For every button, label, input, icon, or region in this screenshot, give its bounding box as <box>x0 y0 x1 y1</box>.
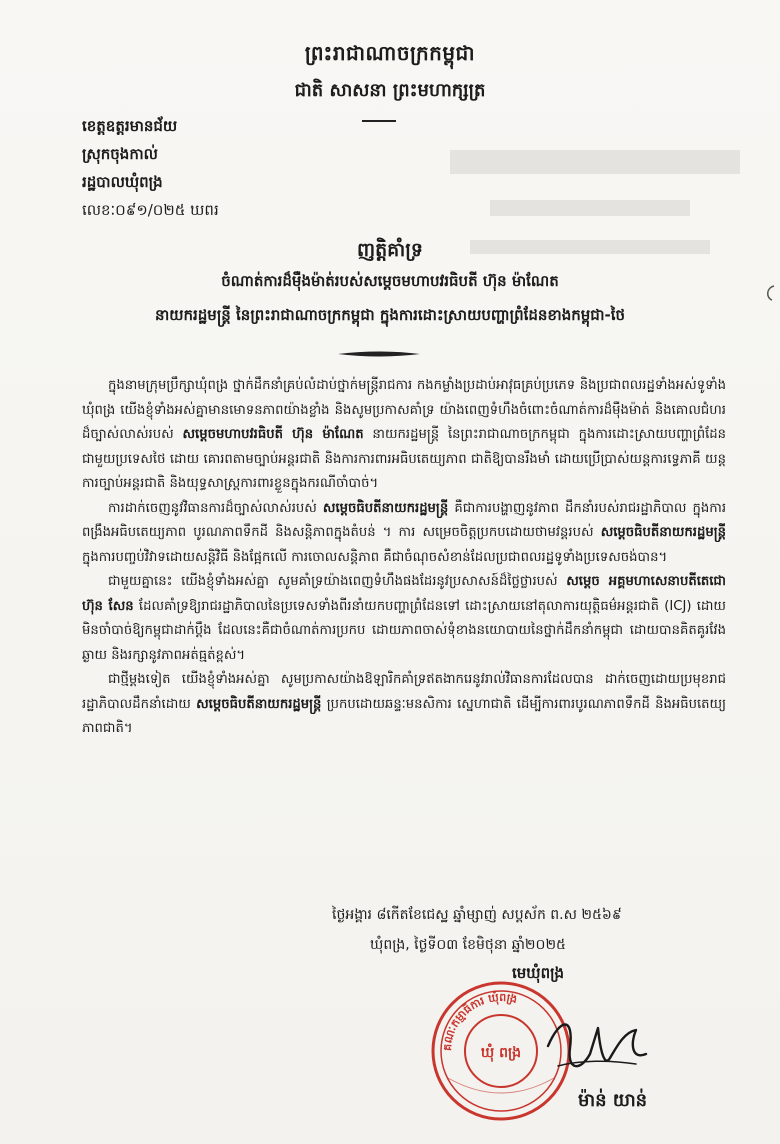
paragraph-2 <box>82 497 726 571</box>
svg-text:គណៈកម្មាធិការ ឃុំពង្រ <box>441 990 518 1051</box>
paragraph-3-text-b: ដែលគាំទ្រឱ្យរាជរដ្ឋាភិបាលនៃប្រទេសទាំងពីរនាំយកបញ្ហាព្រំដែនទៅ ដោះស្រាយនៅតុលាការយុត្តិធម៌អន្តរជាតិ (ICJ) ដោយមិនចាំបាច់ឱ្យកម្ពុជាដាក់ប្តឹង ដែលនេះគឺជាចំណាត់ការប្រកប ដោយភាពចាស់ទុំខាងនយោបាយនៃថ្នាក់ដឹកនាំកម្ពុជា ដោយបានគិតគូរវែងឆ្ងាយ និងរក្សានូវភាពអត់ធ្មត់ខ្ពស់។ <box>82 598 726 663</box>
paragraph-1 <box>82 374 726 497</box>
place-and-date: ឃុំពង្រ, ថ្ងៃទី០៣ ខែមិថុនា ឆ្នាំ២០២៥ <box>370 937 566 953</box>
paragraph-4-text-b: ប្រកបដោយឆន្ទៈមនសិការ ស្នេហាជាតិ ដើម្បីការពារបូរណភាពទឹកដី និងអធិបតេយ្យភាពជាតិ។ <box>82 696 727 736</box>
paragraph-1-name: សម្តេចមហាបវរធិបតី ហ៊ុន ម៉ាណែត <box>182 427 364 442</box>
paragraph-3-name: សម្តេច អគ្គមហាសេនាបតីតេជោ ហ៊ុន សែន <box>82 574 726 614</box>
paragraph-4-text-a: ជាថ្មីម្តងទៀត យើងខ្ញុំទាំងអស់គ្នា សូមប្រកាសយ៉ាងឱឡារិកគាំទ្រឥតងាករេនូវរាល់វិធានការដែលបាន ដាក់ចេញដោយប្រមុខរាជរដ្ឋាភិបាលដឹកនាំដោយ <box>82 672 726 712</box>
paragraph-3-text-a: ជាមួយគ្នានេះ យើងខ្ញុំទាំងអស់គ្នា សូមគាំទ្រយ៉ាងពេញទំហឹងផងដែរនូវប្រសាសន៍ដ៏ថ្លៃថ្លារបស់ <box>108 574 567 589</box>
handwritten-signature <box>540 1008 650 1078</box>
paragraph-3 <box>82 570 726 668</box>
subject-block <box>40 264 740 332</box>
paragraph-1-text-a: ក្នុងនាមក្រុមប្រឹក្សាឃុំពង្រ ថ្នាក់ដឹកនាំគ្រប់លំដាប់ថ្នាក់មន្ត្រីរាជការ កងកម្លាំងប្រដាប់អាវុធគ្រប់ប្រភេទ និងប្រជាពលរដ្ឋទាំងអស់ទូទាំងឃុំពង្រ យើងខ្ញុំទាំងអស់គ្នាមានមោទនភាពយ៉ាងខ្លាំង និងសូមប្រកាសគាំទ្រ យ៉ាងពេញទំហឹងចំពោះចំណាត់ការដ៏ម៉ឺងម៉ាត់ និងគោលជំហរដ៏ច្បាស់លាស់របស់ <box>82 378 726 442</box>
reference-number: លេខៈ០៩១/០២៥ ឃពរ <box>82 201 219 219</box>
paragraph-2-name: សម្តេចធិបតីនាយករដ្ឋមន្ត្រី <box>322 500 449 516</box>
paragraph-2-text-c: ក្នុងការបញ្ចប់វិវាទដោយសន្តិវិធី និងផ្អែកលើ ការចោលសន្តិភាព គឺជាចំណុចសំខាន់ដែលប្រជាពលរដ្ឋទូទាំងប្រទេសចង់បាន។ <box>82 549 668 565</box>
paragraph-4-name: សម្តេចធិបតីនាយករដ្ឋមន្ត្រី <box>196 696 322 712</box>
commune-admin: រដ្ឋបាលឃុំពង្រ <box>82 173 163 191</box>
paragraph-4 <box>82 668 726 742</box>
signatory-title: មេឃុំពង្រ <box>512 964 565 982</box>
seal-center-text: ឃុំ ពង្រ <box>480 1045 522 1061</box>
kingdom-heading: ព្រះរាជាណាចក្រកម្ពុជា <box>304 41 476 65</box>
letter-body <box>82 374 726 742</box>
signatory-name: ម៉ាន់ យាន់ <box>578 1090 648 1111</box>
margin-mark <box>764 284 776 302</box>
seal-ring-text: គណៈកម្មាធិការ ឃុំពង្រ <box>440 990 519 1052</box>
national-motto: ជាតិ សាសនា ព្រះមហាក្សត្រ <box>294 80 486 101</box>
paragraph-1-text-b: នាយករដ្ឋមន្ត្រី នៃព្រះរាជាណាចក្រកម្ពុជា ក្នុងការដោះស្រាយបញ្ហាព្រំដែនជាមួយប្រទេសថៃ ដោយ គោរពតាមច្បាប់អន្តរជាតិ និងការការពារអធិបតេយ្យភាព ជាតិឱ្យបានរឹងមាំ ដោយប្រើប្រាស់យន្តការទ្វេភាគី យន្ត ការច្បាប់អន្តរជាតិ និងយុទ្ធសាស្ត្រការពារខ្លួនក្នុងករណីចាំបាច់។ <box>82 427 726 491</box>
subject-line-2: នាយករដ្ឋមន្ត្រី នៃព្រះរាជាណាចក្រកម្ពុជា ក្នុងការដោះស្រាយបញ្ហាព្រំដែនខាងកម្ពុជា-ថៃ <box>154 306 626 324</box>
paragraph-2-name-2: សម្តេចធិបតីនាយករដ្ឋមន្ត្រី <box>600 525 726 540</box>
province-name: ខេត្តឧត្ដរមានជ័យ <box>82 117 178 135</box>
paragraph-2-text-a: ការដាក់ចេញនូវវិធានការដ៏ច្បាស់លាស់របស់ <box>108 500 323 516</box>
paragraph-2-text-b: គឺជាការបង្ហាញនូវភាព ដឹកនាំរបស់រាជរដ្ឋាភិបាល ក្នុងការពង្រឹងអធិបតេយ្យភាព បូរណភាពទឹកដី និងសន្តិភាពក្នុងតំបន់ ។ ការ សម្រេចចិត្តប្រកបដោយថាមវន្តរបស់ <box>82 500 727 540</box>
district-name: ស្រុកចុងកាល់ <box>82 145 158 163</box>
lunar-date: ថ្ងៃអង្គារ ៨កើតខែជេស្ឋ ឆ្នាំម្សាញ់ សប្តស័ក ព.ស ២៥៦៩ <box>332 907 622 923</box>
issuer-block <box>82 112 219 224</box>
date-block <box>332 900 622 960</box>
motto-divider <box>362 120 396 122</box>
ornament-divider <box>338 350 420 358</box>
subject-line-1: ចំណាត់ការដ៏ម៉ឺងម៉ាត់របស់សម្តេចមហាបវរធិបតី ហ៊ុន ម៉ាណែត <box>221 272 559 290</box>
document-title: ញត្តិគាំទ្រ <box>357 239 423 261</box>
